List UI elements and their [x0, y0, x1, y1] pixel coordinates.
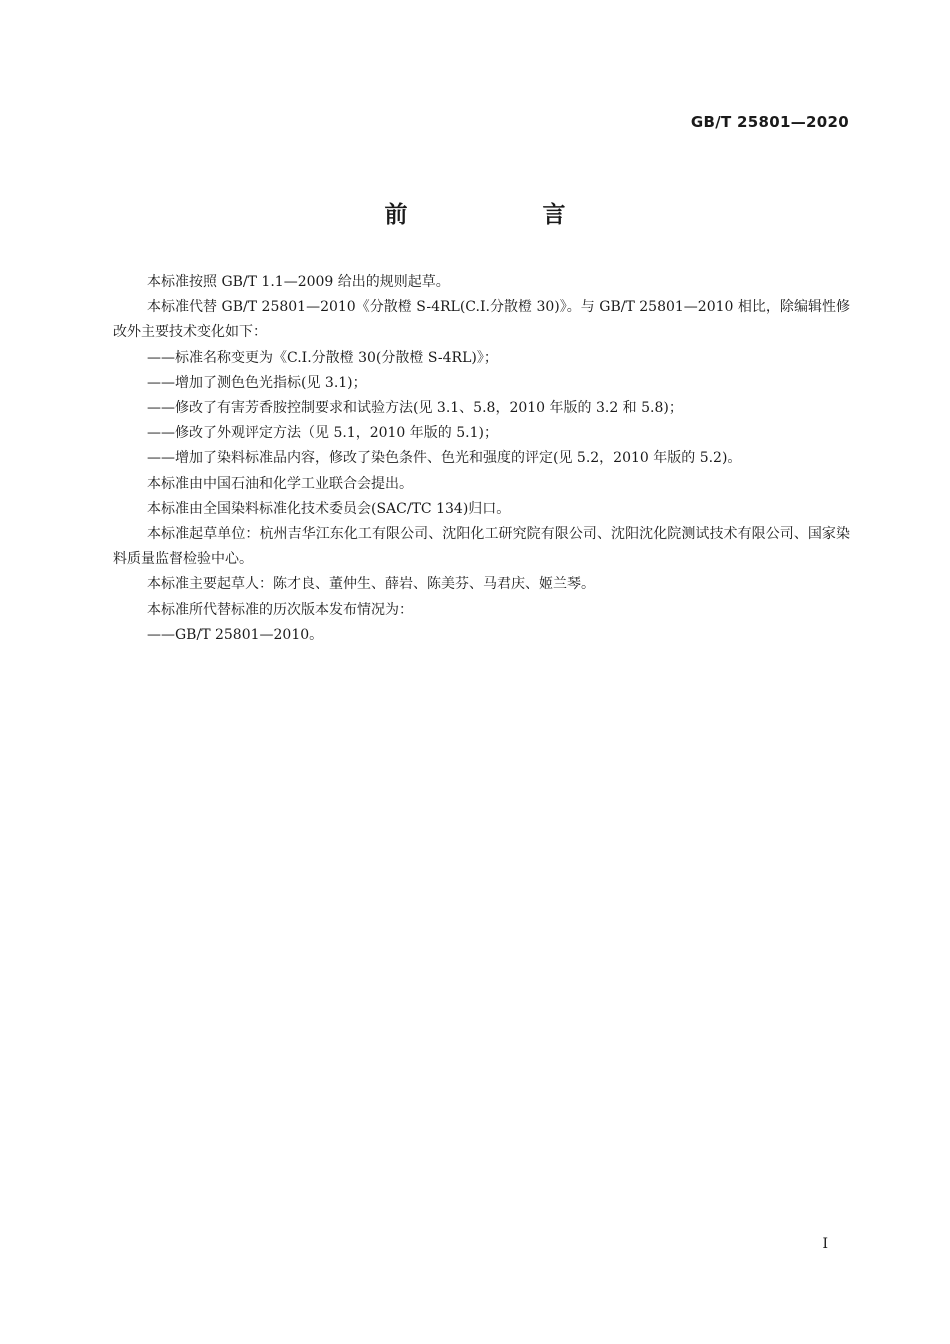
page-title: 前 言 — [384, 202, 622, 228]
paragraph-committee: 本标准由全国染料标准化技术委员会(SAC/TC 134)归口。 — [147, 500, 511, 517]
change-item-color-index: ——增加了测色色光指标(见 3.1)； — [147, 374, 367, 391]
change-item-appearance: ——修改了外观评定方法（见 5.1，2010 年版的 5.1)； — [147, 425, 498, 442]
change-item-title: ——标准名称变更为《C.I.分散橙 30(分散橙 S-4RL)》； — [147, 349, 498, 366]
page-number: I — [822, 1236, 828, 1252]
paragraph-proposer: 本标准由中国石油和化学工业联合会提出。 — [147, 475, 413, 492]
paragraph-drafters: 本标准主要起草人：陈才良、董仲生、薛岩、陈美芬、马君庆、姬兰琴。 — [147, 576, 595, 593]
standard-code: GB/T 25801—2020 — [690, 113, 849, 131]
paragraph-drafting-rule: 本标准按照 GB/T 1.1—2009 给出的规则起草。 — [147, 274, 450, 290]
history-item: ——GB/T 25801—2010。 — [147, 626, 324, 643]
paragraph-drafting-units: 本标准起草单位：杭州吉华江东化工有限公司、沈阳化工研究院有限公司、沈阳沈化院测试技术有限公司、国家染料质量监督检验中心。 — [113, 526, 850, 568]
change-item-standard-sample: ——增加了染料标准品内容，修改了染色条件、色光和强度的评定(见 5.2，2010 年版的 5.2)。 — [147, 450, 742, 467]
change-item-aromatic-amine: ——修改了有害芳香胺控制要求和试验方法(见 3.1、5.8，2010 年版的 3.2 和 5.8)； — [147, 400, 683, 417]
foreword-body — [113, 270, 850, 648]
paragraph-history-intro: 本标准所代替标准的历次版本发布情况为： — [147, 601, 413, 618]
paragraph-replacement: 本标准代替 GB/T 25801—2010《分散橙 S-4RL(C.I.分散橙 30)》。与 GB/T 25801—2010 相比，除编辑性修改外主要技术变化如下： — [113, 299, 850, 341]
